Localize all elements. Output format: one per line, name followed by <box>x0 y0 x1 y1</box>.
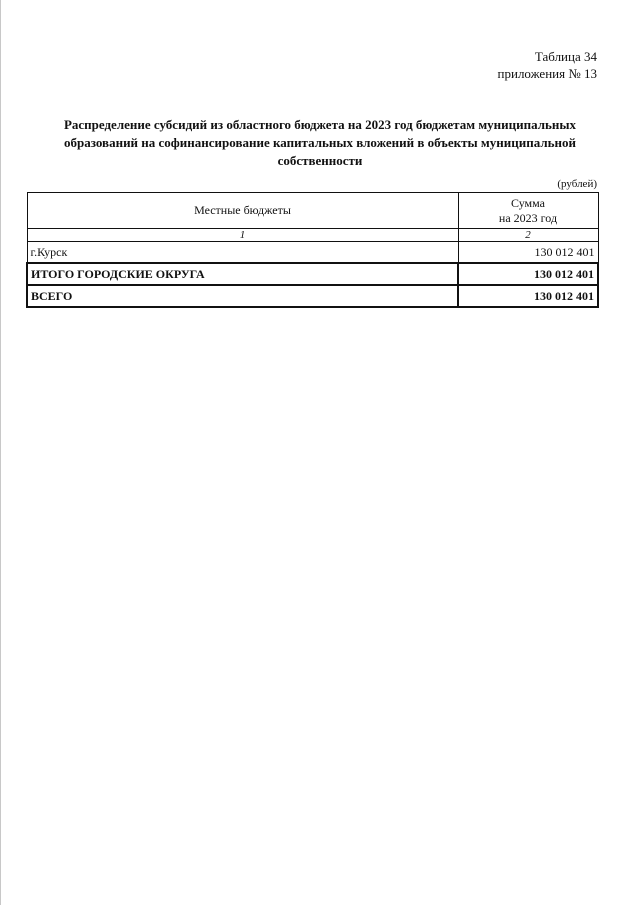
row-sum: 130 012 401 <box>458 242 598 264</box>
column-header-sum <box>458 193 598 229</box>
row-name: ИТОГО ГОРОДСКИЕ ОКРУГА <box>27 263 458 285</box>
row-name: ВСЕГО <box>27 285 458 307</box>
column-number-row <box>27 229 598 242</box>
appendix-number: приложения № 13 <box>497 66 597 81</box>
document-title: Распределение субсидий из областного бюджета на 2023 год бюджетам муниципальных образований на софинансирование капитальных вложений в объекты муниципальной собственности <box>63 117 577 168</box>
page-edge-line <box>0 0 1 905</box>
table-reference <box>498 48 597 82</box>
table-header-row <box>27 193 598 229</box>
row-sum: 130 012 401 <box>458 263 598 285</box>
subsidy-table <box>26 192 599 308</box>
table-row-grand-total <box>27 285 598 307</box>
table-number: Таблица 34 <box>534 49 597 64</box>
row-sum: 130 012 401 <box>458 285 598 307</box>
column-header-sum-line1: Сумма <box>511 195 545 210</box>
units-label: (рублей) <box>557 178 597 190</box>
column-number-2: 2 <box>458 229 598 242</box>
column-number-1: 1 <box>27 229 458 242</box>
table-row-kursk <box>27 242 598 264</box>
column-header-sum-line2: на 2023 год <box>498 210 558 225</box>
column-header-budgets: Местные бюджеты <box>27 193 458 229</box>
row-name: г.Курск <box>27 242 458 264</box>
table-row-subtotal <box>27 263 598 285</box>
